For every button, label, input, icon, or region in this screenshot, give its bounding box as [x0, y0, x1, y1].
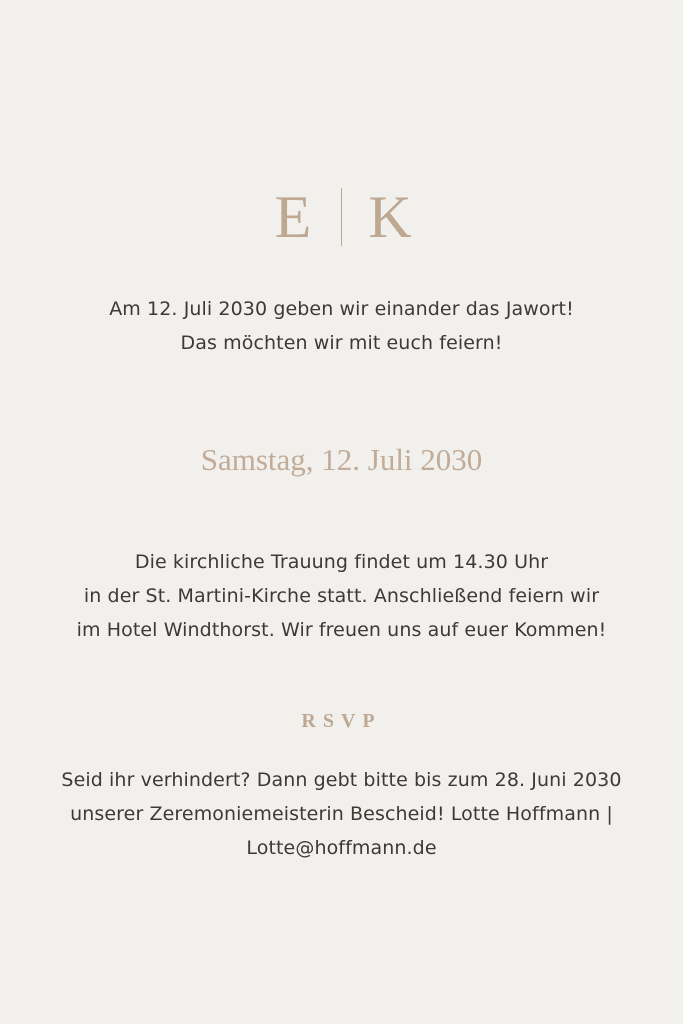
intro-line: Das möchten wir mit euch feiern! — [180, 332, 503, 354]
details-line: Die kirchliche Trauung findet um 14.30 Uhr — [134, 551, 549, 573]
monogram-left-initial: E — [274, 184, 312, 250]
monogram-divider — [341, 188, 342, 246]
rsvp-line: Seid ihr verhindert? Dann gebt bitte bis zum 28. Juni 2030 — [61, 769, 622, 791]
rsvp-line: unserer Zeremoniemeisterin Bescheid! Lotte Hoffmann | — [70, 803, 613, 825]
intro-line: Am 12. Juli 2030 geben wir einander das Jawort! — [109, 298, 574, 320]
wedding-date-heading: Samstag, 12. Juli 2030 — [200, 442, 483, 477]
ceremony-details — [0, 545, 683, 647]
rsvp-heading: RSVP — [301, 710, 382, 732]
intro-text — [0, 292, 683, 360]
monogram — [0, 182, 683, 252]
rsvp-text — [0, 763, 683, 865]
rsvp-email: Lotte@hoffmann.de — [246, 837, 437, 859]
details-line: in der St. Martini-Kirche statt. Anschließend feiern wir — [83, 585, 600, 607]
monogram-right-initial: K — [368, 184, 412, 250]
details-line: im Hotel Windthorst. Wir freuen uns auf euer Kommen! — [76, 619, 607, 641]
